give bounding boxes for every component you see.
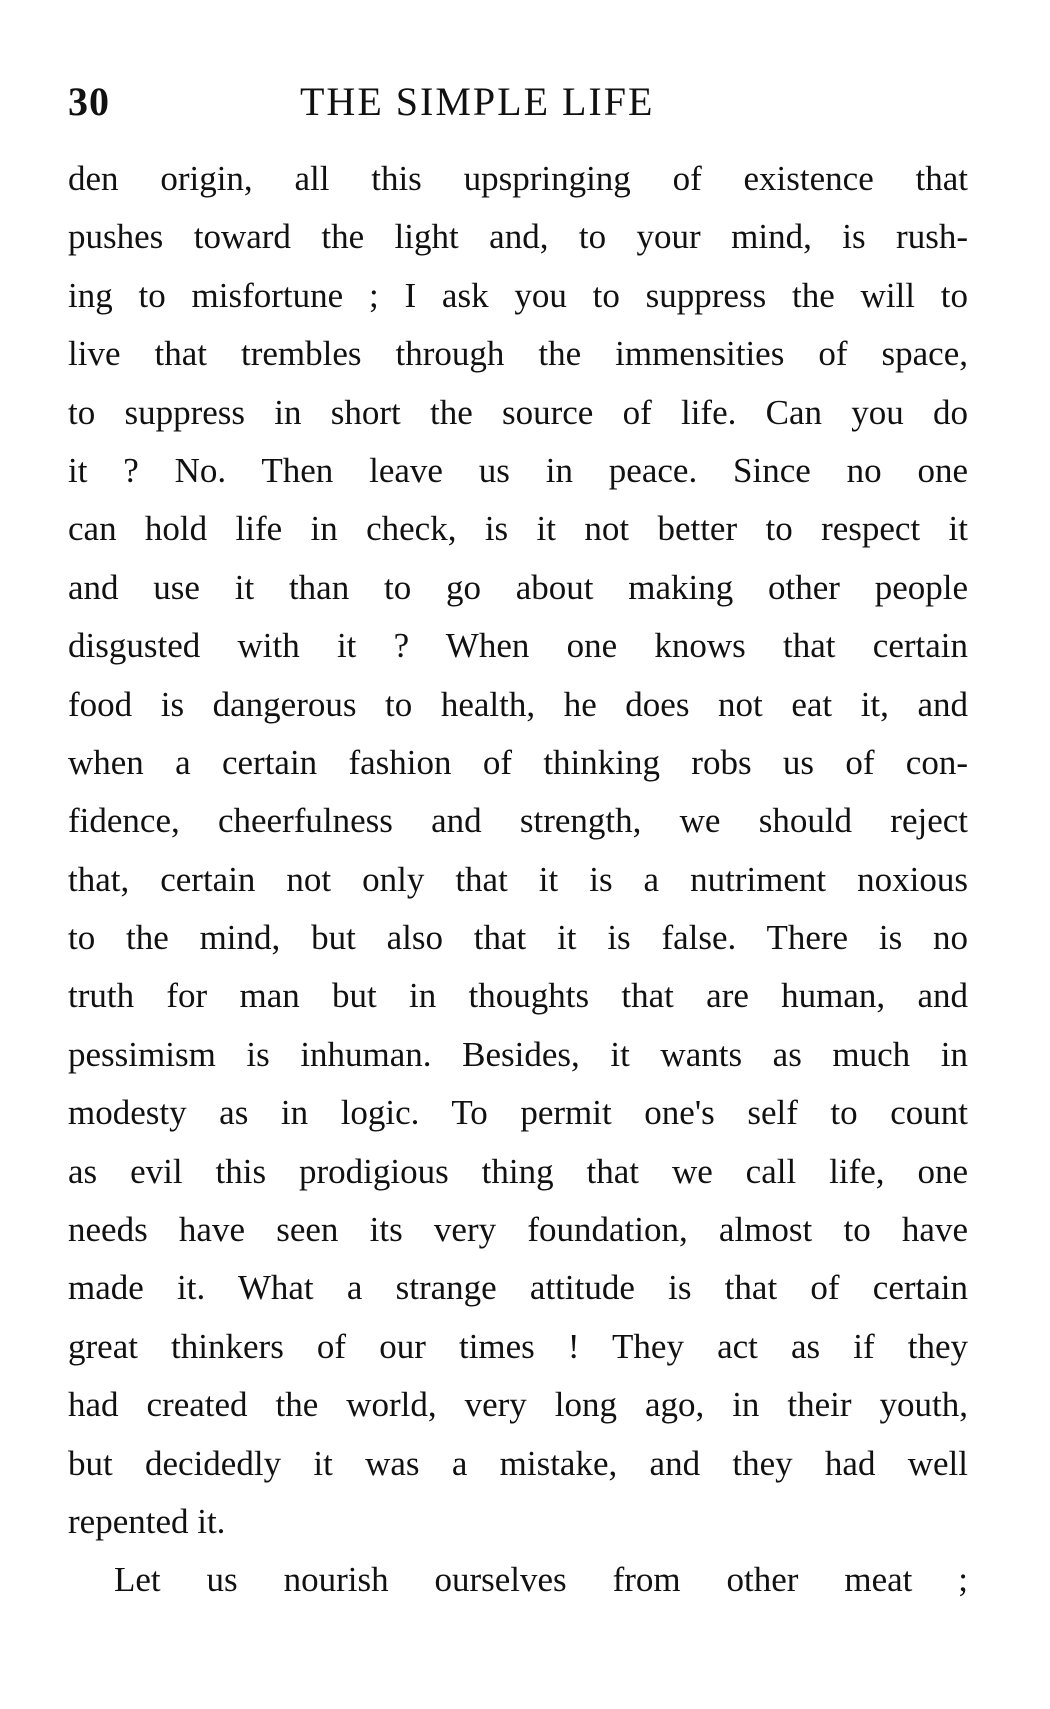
text-line: food is dangerous to health, he does not eat it, and [68,684,968,724]
text-line: but decidedly it was a mistake, and they had well [68,1443,968,1483]
paragraph-1 [68,150,968,1551]
text-line: as evil this prodigious thing that we call life, one [68,1151,968,1191]
text-line: ing to misfortune ; I ask you to suppress the will to [68,275,968,315]
text-line: repented it. [68,1501,226,1541]
text-line: disgusted with it ? When one knows that certain [68,626,968,666]
paragraph-2 [68,1551,968,1609]
page-number: 30 [68,79,110,124]
text-line: fidence, cheerfulness and strength, we should reject [68,801,968,841]
text-line: modesty as in logic. To permit one's self to count [68,1093,968,1133]
text-line: truth for man but in thoughts that are human, and [68,976,968,1016]
text-line: live that trembles through the immensities of space, [68,334,968,374]
text-line: made it. What a strange attitude is that of certain [68,1268,968,1308]
page-header [68,78,968,134]
text-line: pessimism is inhuman. Besides, it wants as much in [68,1034,968,1074]
text-line: and use it than to go about making other people [68,567,968,607]
text-line: can hold life in check, is it not better to respect it [68,509,968,549]
text-line: pushes toward the light and, to your mind, is rush- [68,217,968,257]
text-line: it ? No. Then leave us in peace. Since no one [68,450,968,490]
running-head: THE SIMPLE LIFE [300,79,655,124]
text-line: when a certain fashion of thinking robs us of con- [68,742,968,782]
text-line: great thinkers of our times ! They act as if they [68,1326,968,1366]
body-text [68,150,968,1610]
text-line: Let us nourish ourselves from other meat ; [114,1560,968,1600]
text-line: needs have seen its very foundation, almost to have [68,1210,968,1250]
text-line: den origin, all this upspringing of existence that [68,159,968,198]
text-line: that, certain not only that it is a nutriment noxious [68,859,968,899]
text-line: to suppress in short the source of life. Can you do [68,392,968,432]
text-line: had created the world, very long ago, in their youth, [68,1385,968,1425]
text-line: to the mind, but also that it is false. There is no [68,918,968,958]
